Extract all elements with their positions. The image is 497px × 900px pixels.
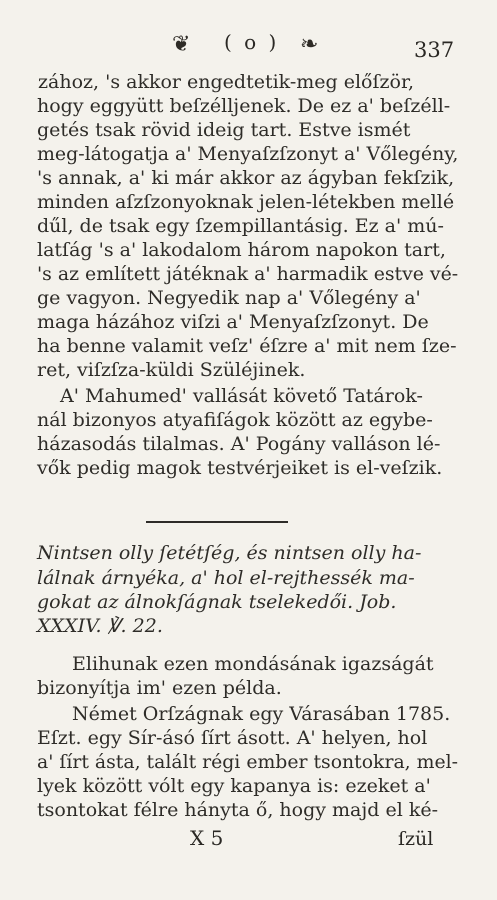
text-line: házasodás tilalmas. A' Pogány valláson lé-	[37, 433, 441, 455]
catchword: ſzül	[398, 828, 434, 850]
text-line: hogy eggyütt beſzélljenek. De ez a' beſzéll-	[37, 95, 451, 117]
text-line: tsontokat félre hányta ő, hogy majd el ké-	[37, 799, 439, 821]
quote-line: lálnak árnyéka, a' hol el-rejthessék ma-	[37, 567, 415, 589]
text-line: lyek között vólt egy kapanya is: ezeket a'	[37, 775, 431, 797]
quote-line: Nintsen olly ſetétſég, és nintsen olly ha-	[37, 542, 422, 564]
text-line: A' Mahumed' vallását követő Tatárok-	[60, 385, 423, 407]
section-divider	[146, 521, 288, 523]
text-line: latſág 's a' lakodalom három napokon tart,	[37, 239, 446, 261]
text-line: zához, 's akkor engedtetik-meg előſzör,	[38, 71, 415, 93]
text-line: vők pedig magok testvérjeiket is el-veſzik.	[37, 457, 443, 479]
header-mark: ( o )	[224, 30, 280, 54]
text-line: ret, viſzſza-küldi Szüléjinek.	[37, 359, 306, 381]
page-number: 337	[414, 38, 455, 62]
text-line: meg-látogatja a' Menyaſzſzonyt a' Vőlegény,	[37, 143, 459, 165]
page-header	[0, 30, 497, 66]
ornament-right-icon: ❧	[300, 32, 319, 57]
text-line: bizonyítja im' ezen példa.	[37, 677, 282, 699]
text-line: getés tsak rövid ideig tart. Estve ismét	[37, 119, 411, 141]
text-line: ge vagyon. Negyedik nap a' Vőlegény a'	[37, 287, 421, 309]
page-footer	[0, 826, 497, 856]
quote-line: XXXIV. ℣. 22.	[37, 615, 163, 637]
text-line: nál bizonyos atyafiſágok között az egybe-	[37, 409, 433, 431]
text-line: 's az említett játéknak a' harmadik estve vé-	[37, 263, 459, 285]
quote-line: gokat az álnokſágnak tselekedői. Job.	[37, 591, 397, 613]
ornament-left-icon: ❦	[172, 32, 191, 57]
text-line: 's annak, a' ki már akkor az ágyban fekſzik,	[37, 167, 455, 189]
text-line: maga házához viſzi a' Menyaſzſzonyt. De	[37, 311, 429, 333]
text-line: Német Orſzágnak egy Várasában 1785.	[72, 703, 451, 725]
text-line: ha benne valamit veſz' éſzre a' mit nem ſze-	[37, 335, 457, 357]
text-line: a' ſírt ásta, talált régi ember tsontokra, mel-	[37, 751, 459, 773]
text-line: dűl, de tsak egy ſzempillantásig. Ez a' mú-	[37, 215, 444, 237]
text-line: minden aſzſzonyoknak jelen-létekben mellé	[37, 191, 455, 213]
text-line: Elihunak ezen mondásának igazságát	[72, 653, 434, 675]
signature-mark: X 5	[190, 826, 224, 850]
text-line: Eſzt. egy Sír-ásó ſírt ásott. A' helyen, hol	[37, 727, 428, 749]
